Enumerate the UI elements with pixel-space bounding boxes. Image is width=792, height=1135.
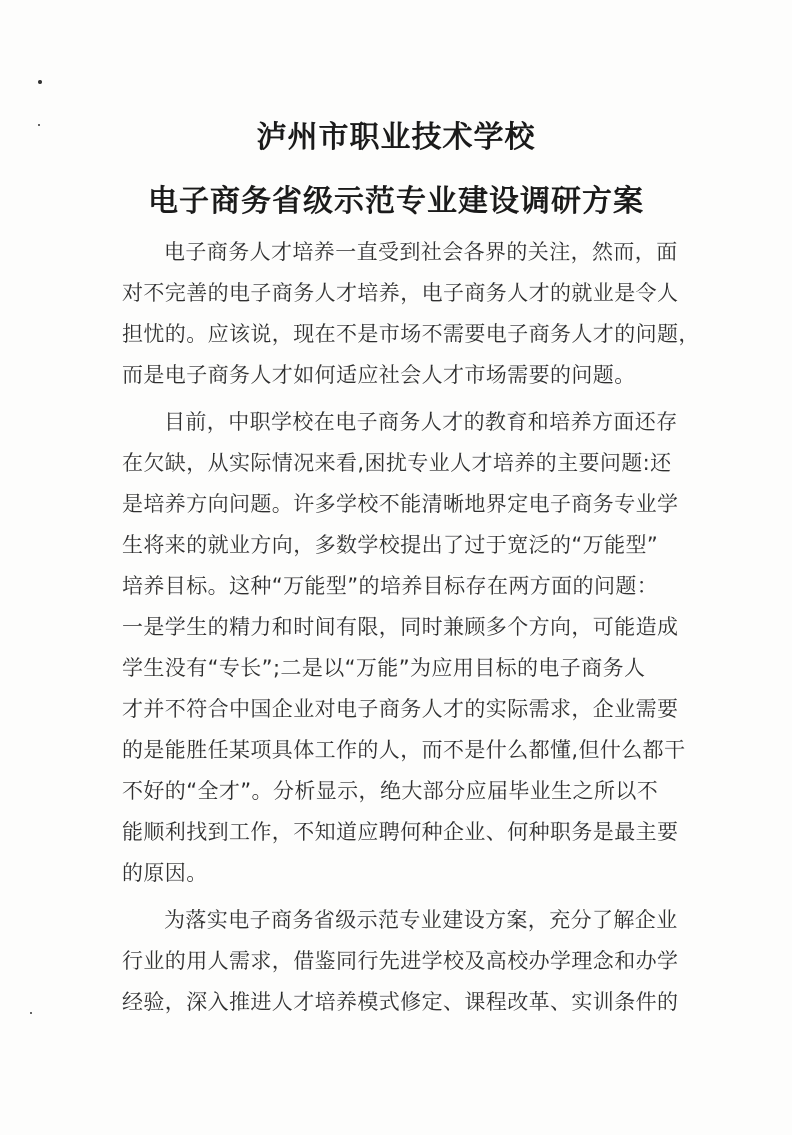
text-line: 行业的用人需求，借鉴同行先进学校及高校办学理念和办学	[122, 949, 679, 973]
paragraph-1	[122, 232, 700, 396]
scan-speck	[30, 1012, 32, 1014]
text-line: 学生没有“专长”;二是以“万能”为应用目标的电子商务人	[122, 656, 646, 680]
text-line: 的原因。	[122, 861, 208, 885]
text-line: 一是学生的精力和时间有限，同时兼顾多个方向，可能造成	[122, 615, 679, 639]
document-body	[122, 232, 700, 1023]
text-line: 而是电子商务人才如何适应社会人才市场需要的问题。	[122, 363, 636, 387]
text-line: 是培养方向问题。许多学校不能清晰地界定电子商务专业学	[122, 492, 679, 516]
text-line: 不好的“全才”。分析显示，绝大部分应届毕业生之所以不	[122, 779, 659, 803]
scan-speck	[38, 80, 42, 84]
text-line: 为落实电子商务省级示范专业建设方案，充分了解企业	[164, 908, 678, 932]
text-line: 生将来的就业方向，多数学校提出了过于宽泛的“万能型”	[122, 533, 659, 557]
text-line: 担忧的。应该说，现在不是市场不需要电子商务人才的问题，	[122, 322, 700, 346]
text-line: 才并不符合中国企业对电子商务人才的实际需求，企业需要	[122, 697, 679, 721]
text-line: 电子商务人才培养一直受到社会各界的关注，然而，面	[164, 240, 678, 264]
text-line: 能顺利找到工作，不知道应聘何种企业、何种职务是最主要	[122, 820, 679, 844]
text-line: 的是能胜任某项具体工作的人，而不是什么都懂,但什么都干	[122, 738, 686, 762]
text-line: 在欠缺，从实际情况来看,困扰专业人才培养的主要问题:还	[122, 451, 672, 475]
document-subtitle: 电子商务省级示范专业建设调研方案	[148, 184, 644, 219]
document-title: 泸州市职业技术学校	[256, 120, 536, 155]
text-line: 经验，深入推进人才培养模式修定、课程改革、实训条件的	[122, 990, 679, 1014]
text-line: 目前，中职学校在电子商务人才的教育和培养方面还存	[164, 410, 678, 434]
paragraph-2	[122, 402, 686, 894]
text-line: 对不完善的电子商务人才培养，电子商务人才的就业是令人	[122, 281, 679, 305]
paragraph-3	[122, 900, 680, 1023]
text-line: 培养目标。这种“万能型”的培养目标存在两方面的问题：	[122, 574, 659, 598]
